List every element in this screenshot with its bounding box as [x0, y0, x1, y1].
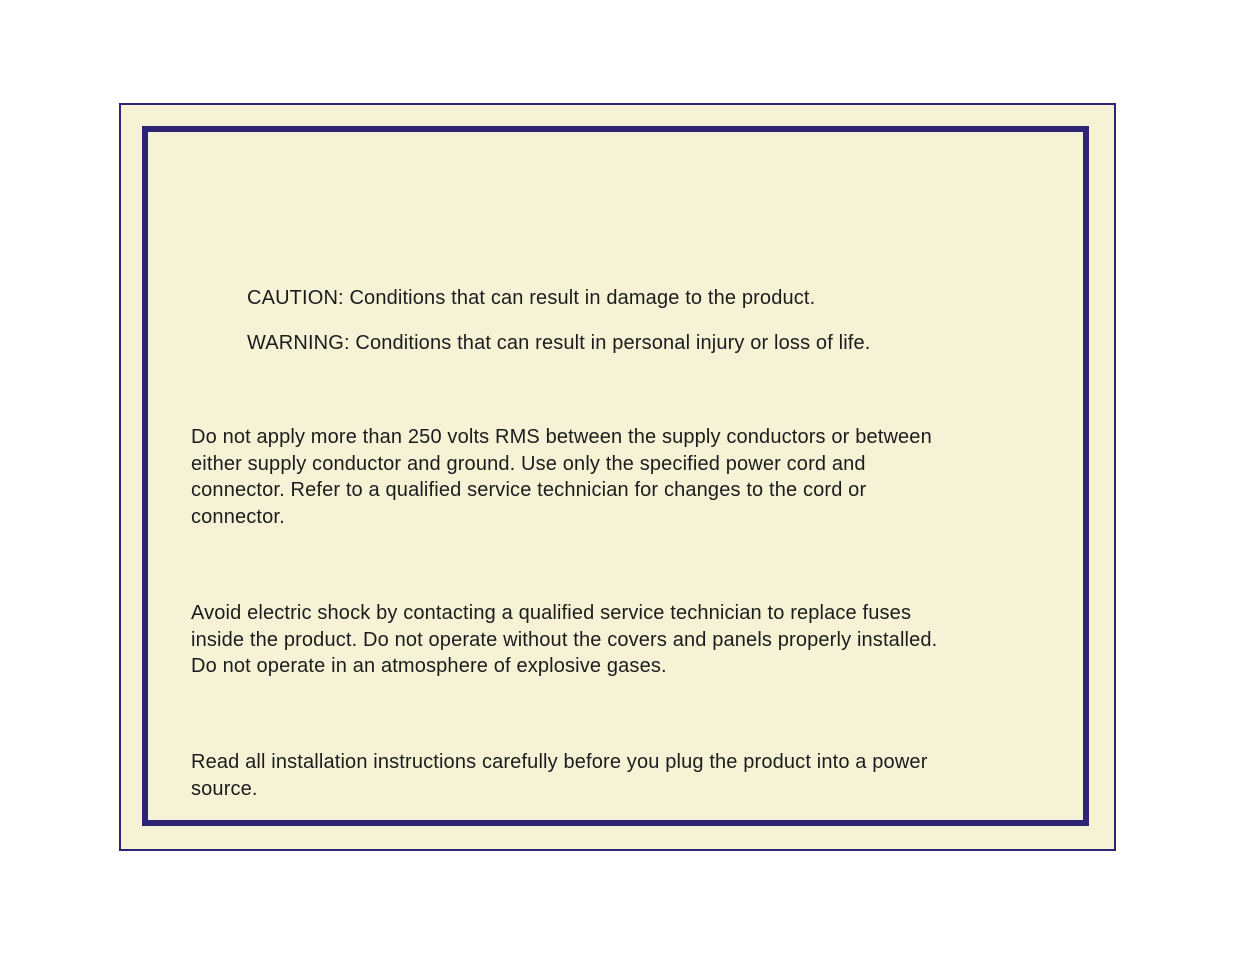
electric-shock-safety-paragraph: Avoid electric shock by contacting a qualified service technician to replace fuses inside the product. Do not operate without the covers and panels properly installed. Do not operate in an atmosphere of explosive gases.	[191, 602, 938, 677]
voltage-safety-paragraph: Do not apply more than 250 volts RMS between the supply conductors or between either supply conductor and ground. Use only the specified power cord and connector. Refer to a qualified service technician for changes to the cord or connector.	[191, 426, 932, 528]
caution-definition: CAUTION: Conditions that can result in damage to the product.	[247, 287, 816, 309]
warning-definition: WARNING: Conditions that can result in personal injury or loss of life.	[247, 332, 871, 354]
installation-instructions-paragraph: Read all installation instructions carefully before you plug the product into a power source.	[191, 751, 928, 800]
